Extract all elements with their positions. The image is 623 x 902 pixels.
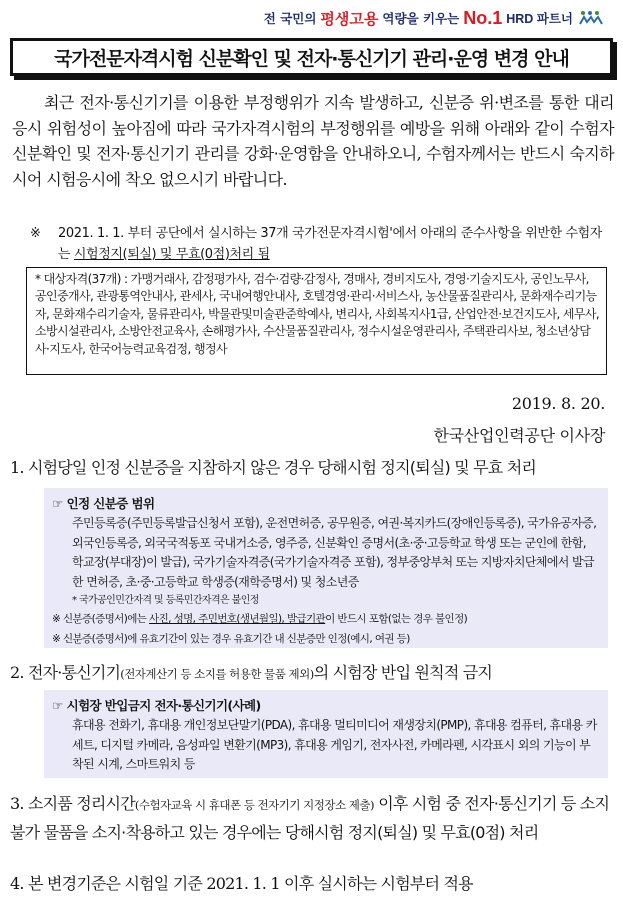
section-2-heading: [10, 659, 615, 688]
reference-mark-icon: ※: [52, 633, 61, 645]
issuer: 한국산업인력공단 이사장: [433, 426, 605, 445]
page-title: 국가전문자격시험 신분확인 및 전자·통신기기 관리·운영 변경 안내: [54, 47, 569, 70]
panel-note-1: [52, 609, 600, 629]
note-text: 신분증(증명서)에는: [62, 613, 150, 625]
section-number: 3.: [10, 794, 24, 813]
tagline-pre: 전 국민의: [263, 11, 317, 26]
header-tagline: [264, 6, 605, 30]
section-number: 2.: [10, 663, 24, 682]
tagline-post: HRD 파트너: [506, 12, 573, 26]
section-number: 1.: [10, 458, 24, 477]
section-text: 전자·통신기기: [27, 663, 121, 682]
section-emphasis: 시험장 반입 원칙적 금지: [332, 663, 493, 682]
section-text-mid: 이후: [373, 794, 412, 813]
panel-heading: [52, 696, 600, 716]
banned-devices-panel: [44, 690, 608, 778]
panel-body: 휴대용 전화기, 휴대용 개인정보단말기(PDA), 휴대용 멀티미디어 재생장치(PMP), 휴대용 컴퓨터, 휴대용 카세트, 디지털 카메라, 음성파일 변환기(MP3), 휴대용 게임기, 전자사전, 카메라펜, 시각표시 외의 기능이 부착된 시계, 스마트워치 등: [72, 718, 597, 771]
section-3-heading: [10, 790, 615, 847]
panel-footnote: * 국가공인민간자격 및 등록민간자격은 불인정: [72, 595, 259, 606]
intro-text-1: 최근 전자·통신기기를 이용한 부정행위가 지속 발생하고, 신분증 위·변조를 통한 대리응시 위험성이 높아짐에 따라 국가자격시험의 부정행위를 예방을 위해 아래와 같이: [12, 93, 614, 138]
panel-heading-text: 인정 신분증 범위: [66, 496, 155, 511]
section-number: 4.: [10, 874, 24, 893]
section-1-heading: [10, 454, 615, 482]
section-text: 본 변경기준은 시험일 기준 2021. 1. 1 이후 실시하는 시험부터 적용: [27, 874, 473, 893]
section-emphasis: 시험 중 전자·통신기기 등 소지불가 물품을 소지·착용하고 있는 경우에는 당해시험 정지(퇴실) 및 무효(0점) 처리: [10, 794, 610, 842]
title-box: [10, 38, 613, 76]
issue-date: 2019. 8. 20.: [511, 394, 605, 413]
intro-emphasis: 수험자 신분확인 및 전자·통신기기 관리를 강화·운영함: [12, 118, 614, 163]
pointing-hand-icon: ☞: [52, 698, 63, 713]
tagline-no1: No.1: [463, 7, 503, 28]
section-text-mid: 의: [313, 663, 333, 682]
people-wave-logo-icon: [579, 10, 605, 26]
panel-heading-text: 시험장 반입금지 전자·통신기기(사례): [66, 698, 261, 713]
tagline-highlight: 평생고용: [320, 9, 379, 28]
note-text-end: 이 반드시 포함(없는 경우 불인정): [325, 613, 468, 625]
note-penalty: 시험정지(퇴실) 및 무효(0점)처리 됨: [73, 247, 270, 262]
tagline-mid: 역량을 키우는: [382, 11, 460, 26]
qualifications-list: * 대상자격(37개) : 가맹거래사, 감정평가사, 검수·검량·감정사, 경매사, 경비지도사, 경영·기술지도사, 공인노무사, 공인중개사, 관광통역안내사, 관세사, 국내여행안내사, 호텔경영·관리·서비스사, 농산물품질관리사, 문화재수리기능자, 문화재수리기술자, 물류관리사, 박물관및미술관준학예사, 변리사, 사회복지사1급, 산업안전·보건지도사, 세무사, 소방시설관리사, 소방안전교육사, 손해평가사, 수산물품질관리사, 정수시설운영관리사, 주택관리사보, 청소년상담사·지도사, 한국어능력교육검정, 행정사: [35, 272, 600, 356]
section-text: 시험당일: [27, 458, 91, 477]
pointing-hand-icon: ☞: [52, 496, 63, 511]
reference-mark-icon: ※: [52, 613, 61, 625]
notice-note: [30, 223, 610, 265]
intro-paragraph: [12, 90, 614, 192]
section-small-text: (수험자교육 시 휴대폰 등 전자기기 지정장소 제출): [134, 798, 374, 812]
section-emphasis: 인정 신분증을 지참하지 않은 경우 당해시험 정지(퇴실) 및 무효 처리: [90, 458, 537, 477]
panel-heading: [52, 494, 600, 514]
note-underline: 사진, 성명, 주민번호(생년월일), 발급기관: [149, 613, 326, 625]
id-card-panel: [44, 488, 608, 648]
reference-mark-icon: ※: [30, 226, 41, 241]
section-text: 소지품 정리시간: [27, 794, 135, 813]
note-text: 신분증(증명서)에 유효기간이 있는 경우 유효기간 내 신분증만 인정(예시, 여권 등): [62, 633, 410, 645]
panel-body: 주민등록증(주민등록발급신청서 포함), 운전면허증, 공무원증, 여권·복지카드(장애인등록증), 국가유공자증, 외국인등록증, 외국국적동포 국내거소증, 영주증, 신분확인 증명서(초·중·고등학교 학생 또는 군인에 한함, 학교장(부대장)이 발급), 국가기술자격증(국가기술자격증 포함), 정부중앙부처 또는 지방자치단체에서 발급한 면허증, 초·중·고등학교 학생증(재학증명서) 및 청소년증: [72, 516, 597, 589]
intro-text-2: 을 안내하오니, 수험자께서는 반드시 숙지하시어 시험응시에 착오 없으시기 바랍니다.: [12, 144, 614, 189]
note-text: 2021. 1. 1. 부터 공단에서 실시하는 37개 국가전문자격시험'에서 아래의 준수사항을 위반한 수험자는: [58, 226, 602, 262]
section-small-text: (전자계산기 등 소지를 허용한 물품 제외): [120, 667, 314, 681]
target-qualifications-box: [26, 267, 607, 375]
section-4-heading: [10, 870, 615, 898]
panel-note-2: [52, 629, 600, 649]
